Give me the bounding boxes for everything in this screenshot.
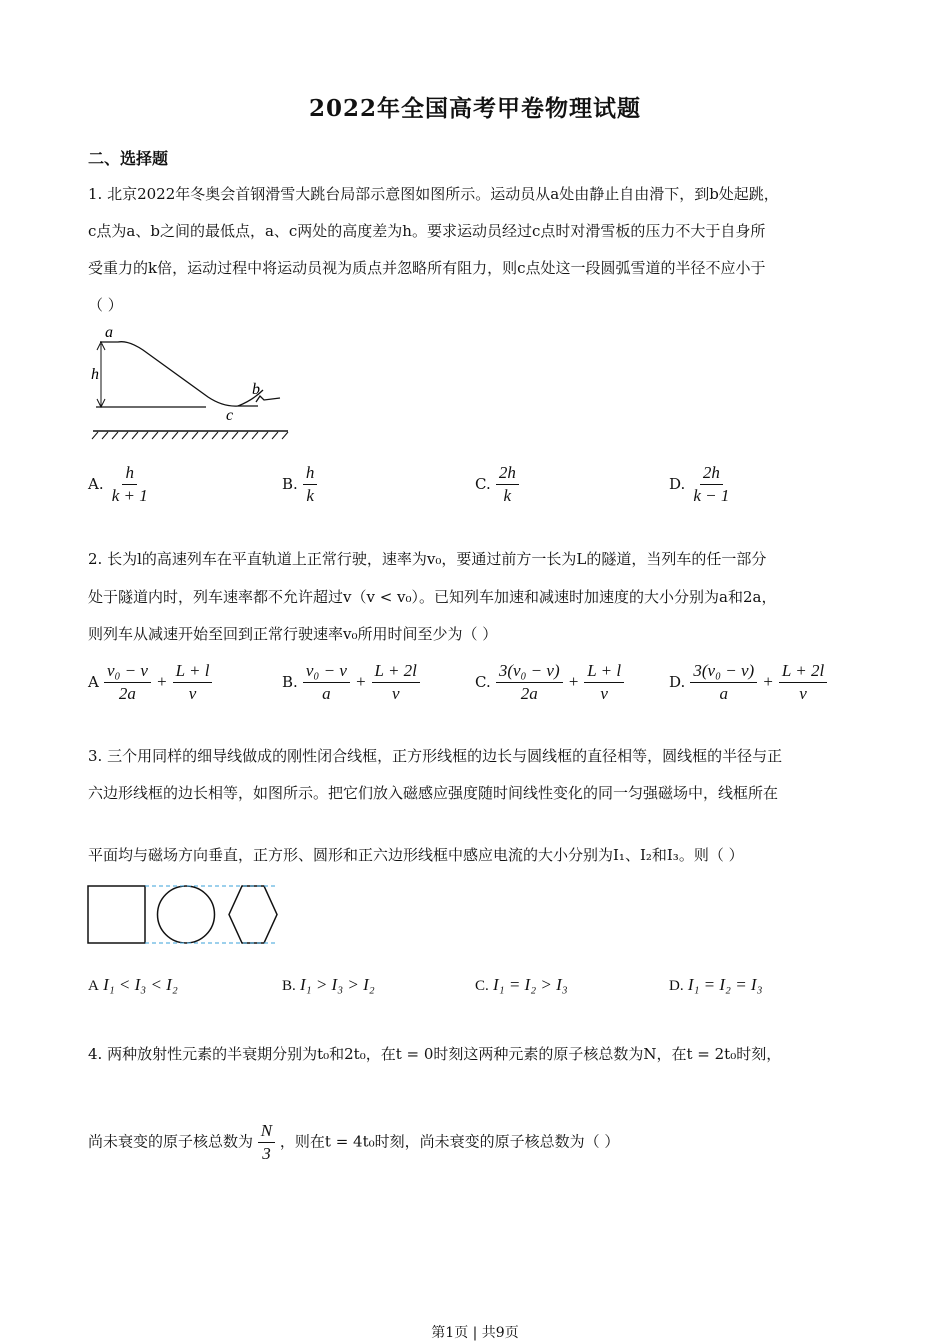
q3-option-d[interactable]: D. I₁ = I₂ = I₃ — [669, 975, 763, 994]
q1-option-b[interactable]: B. $\frac{h}{k}$ — [282, 462, 317, 507]
ski-jump-figure — [88, 322, 293, 442]
q2-line-1: 2. 长为l的高速列车在平直轨道上正常行驶，速率为v₀，要通过前方一长为L的隧道，当列车的任一部分 — [88, 550, 767, 568]
q3-line-1: 3. 三个用同样的细导线做成的刚性闭合线框，正方形线框的边长与圆线框的直径相等，圆线框的半径与正 — [88, 747, 783, 765]
fig-label-h: h — [91, 366, 99, 383]
q4-line-1: 4. 两种放射性元素的半衰期分别为t₀和2t₀，在t = 0时刻这两种元素的原子核总数为N，在t = 2t₀时刻， — [88, 1045, 782, 1063]
q2-option-d[interactable]: D. $\frac{\text{3(v₀ − v)}}{a}$ + $\frac{L + 2l}{v}$ — [669, 660, 827, 705]
section-heading: 二、选择题 — [88, 149, 169, 168]
q3-option-c[interactable]: C. I₁ = I₂ > I₃ — [475, 975, 568, 994]
q1-option-a[interactable]: A. $\frac{h}{k + 1}$ — [88, 463, 148, 505]
q3-line-3: 平面均与磁场方向垂直，正方形、圆形和正六边形线框中感应电流的大小分别为I₁、I₂和I₃。则（ ） — [88, 846, 744, 864]
q3-option-b[interactable]: B. I₁ > I₃ > I₂ — [282, 975, 375, 994]
page-footer: 第1页 | 共9页 — [431, 1325, 519, 1341]
wire-frames-figure — [86, 883, 280, 947]
fig-label-c: c — [226, 407, 234, 424]
q2-line-2: 处于隧道内时，列车速率都不允许超过v（v < v₀）。已知列车加速和减速时加速度的大小分别为a和2a， — [88, 588, 777, 606]
fig-label-a: a — [105, 324, 113, 341]
q1-option-d[interactable]: D. $\frac{2h}{k - 1}$ — [669, 463, 730, 505]
q2-option-c[interactable]: C. $\frac{\text{3(v₀ − v)}}{2a}$ + $\frac{L + l}{v}$ — [475, 660, 624, 705]
q4-line-2: 尚未衰变的原子核总数为 $\frac{N}{3}$ ，则在t = 4t₀时刻，尚未衰变的原子核总数为（ ） — [88, 1121, 620, 1163]
page-title: 2022年全国高考甲卷物理试题 — [308, 95, 641, 122]
q2-option-b[interactable]: B. $\frac{\text{v₀ − v}}{a}$ + $\frac{L + 2l}{v}$ — [282, 660, 420, 705]
q3-line-2: 六边形线框的边长相等，如图所示。把它们放入磁感应强度随时间线性变化的同一匀强磁场中，线框所在 — [88, 784, 779, 802]
q1-line-3: 受重力的k倍，运动过程中将运动员视为质点并忽略所有阻力，则c点处这一段圆弧雪道的半径不应小于 — [88, 259, 766, 277]
q2-option-a[interactable]: A $\frac{\text{v₀ − v}}{2a}$ + $\frac{L + l}{v}$ — [88, 660, 212, 705]
q2-line-3: 则列车从减速开始至回到正常行驶速率v₀所用时间至少为（ ） — [88, 625, 498, 643]
q1-option-c[interactable]: C. $\frac{2h}{k}$ — [475, 462, 519, 507]
fig-label-b: b — [252, 381, 260, 398]
q3-option-a[interactable]: A I₁ < I₃ < I₂ — [88, 975, 178, 994]
q1-line-4: （ ） — [88, 296, 123, 314]
q1-line-1: 1. 北京2022年冬奥会首钢滑雪大跳台局部示意图如图所示。运动员从a处由静止自由滑下，到b处起跳， — [88, 185, 779, 203]
q1-line-2: c点为a、b之间的最低点，a、c两处的高度差为h。要求运动员经过c点时对滑雪板的压力不大于自身所 — [88, 222, 766, 240]
q4-fraction: $\frac{N}{3}$ — [258, 1120, 275, 1165]
